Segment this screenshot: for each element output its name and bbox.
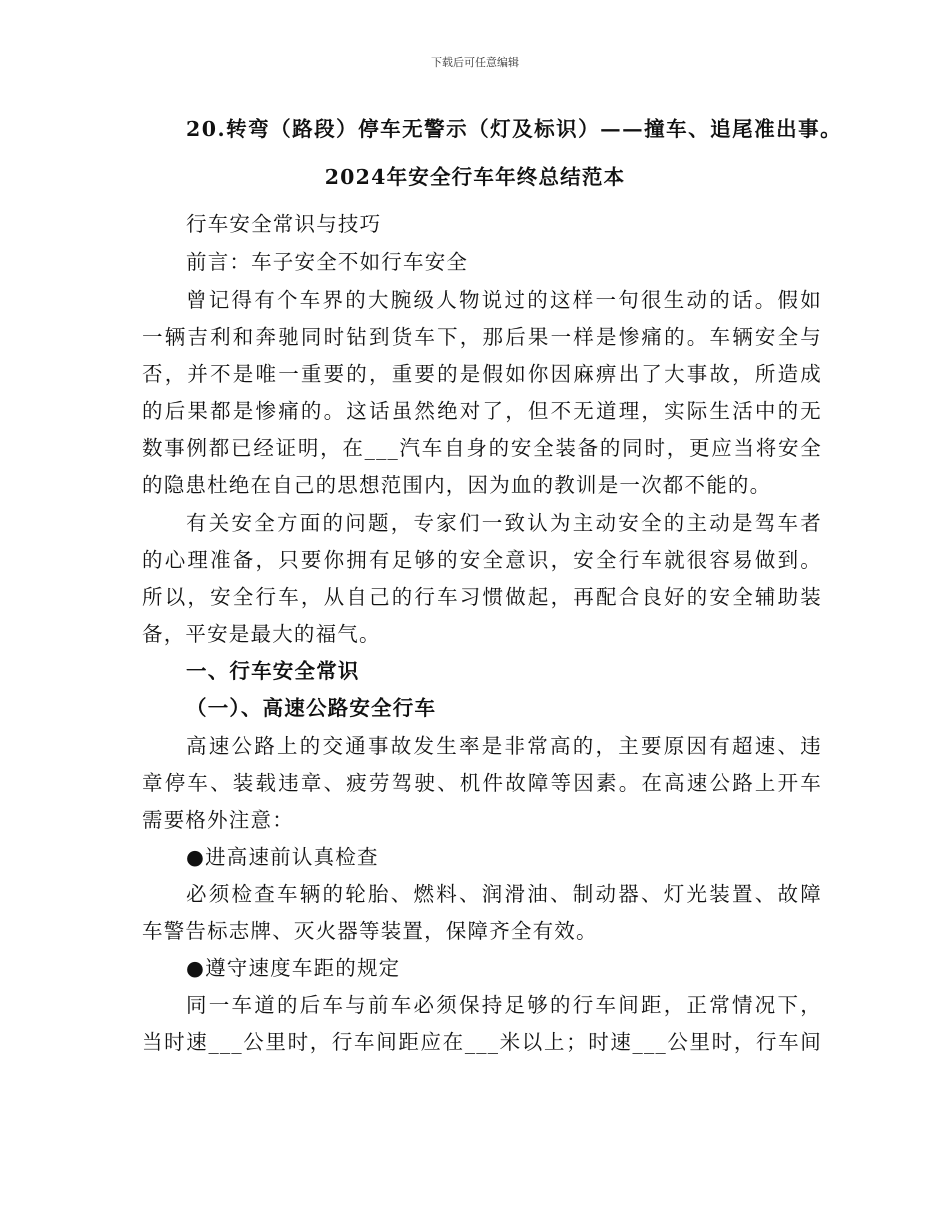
paragraph-line: 的后果都是惨痛的。这话虽然绝对了，但不无道理，实际生活中的无: [142, 399, 822, 423]
paragraph-line: 必须检查车辆的轮胎、燃料、润滑油、制动器、灯光装置、故障: [186, 882, 822, 906]
paragraph-line: 所以，安全行车，从自己的行车习惯做起，再配合良好的安全辅助装: [142, 585, 822, 609]
header-note: 下载后可任意编辑: [431, 56, 519, 69]
paragraph-line: 同一车道的后车与前车必须保持足够的行车间距，正常情况下，: [186, 993, 822, 1017]
paragraph-line: 数事例都已经证明，在___汽车自身的安全装备的同时，更应当将安全: [142, 436, 822, 460]
paragraph-line: 章停车、装载违章、疲劳驾驶、机件故障等因素。在高速公路上开车: [142, 771, 822, 795]
document-title: 2024年安全行车年终总结范本: [324, 165, 626, 189]
paragraph-line: 当时速___公里时，行车间距应在___米以上；时速___公里时，行车间: [142, 1030, 822, 1054]
paragraph-line: 备，平安是最大的福气。: [142, 622, 381, 646]
paragraph-line: 否，并不是唯一重要的，重要的是假如你因麻痹出了大事故，所造成: [142, 362, 822, 386]
paragraph-line: 的心理准备，只要你拥有足够的安全意识，安全行车就很容易做到。: [142, 548, 822, 572]
bullet-item: ●进高速前认真检查: [186, 845, 379, 869]
paragraph-line: 高速公路上的交通事故发生率是非常高的，主要原因有超速、违: [186, 734, 822, 758]
paragraph-line: 有关安全方面的问题，专家们一致认为主动安全的主动是驾车者: [186, 511, 822, 535]
paragraph-line: 车警告标志牌、灭火器等装置，保障齐全有效。: [142, 919, 598, 943]
subsection-heading: （一）、高速公路安全行车: [186, 696, 437, 720]
preface: 前言：车子安全不如行车安全: [186, 250, 469, 274]
heading-item-20: 20.转弯（路段）停车无警示（灯及标识）——撞车、追尾准出事。: [186, 117, 843, 141]
paragraph-line: 需要格外注意：: [142, 808, 294, 832]
paragraph-line: 曾记得有个车界的大腕级人物说过的这样一句很生动的话。假如: [186, 288, 822, 312]
paragraph-line: 的隐患杜绝在自己的思想范围内，因为血的教训是一次都不能的。: [142, 473, 772, 497]
subtitle: 行车安全常识与技巧: [186, 212, 382, 236]
section-heading: 一、行车安全常识: [186, 659, 360, 683]
paragraph-line: 一辆吉利和奔驰同时钻到货车下，那后果一样是惨痛的。车辆安全与: [142, 325, 822, 349]
bullet-item: ●遵守速度车距的规定: [186, 956, 401, 980]
